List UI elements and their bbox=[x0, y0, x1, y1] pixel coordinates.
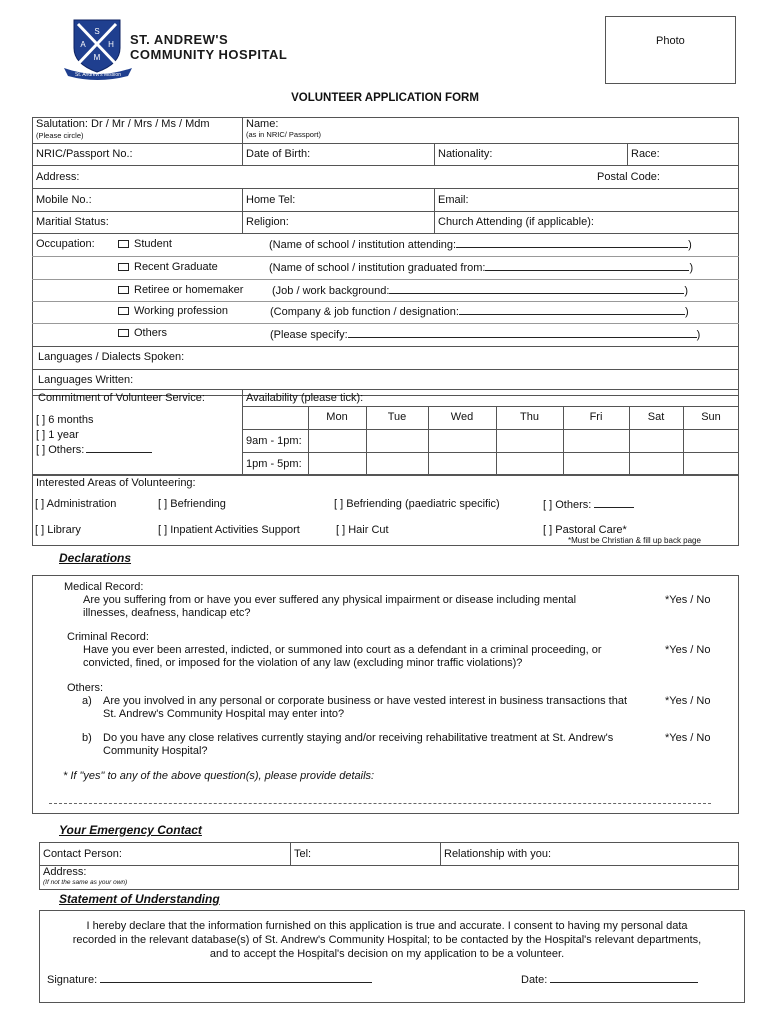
checkbox-icon[interactable] bbox=[118, 286, 129, 294]
interest-option[interactable] bbox=[334, 498, 500, 510]
salutation-note: (Please circle) bbox=[36, 131, 84, 140]
declarations-title: Declarations bbox=[59, 551, 132, 565]
religion-field[interactable]: Religion: bbox=[246, 216, 289, 228]
occupation-detail-label: (Job / work background: bbox=[272, 285, 390, 297]
occupation-option-label: Recent Graduate bbox=[134, 261, 218, 273]
occupation-detail-label: (Name of school / institution graduated from: bbox=[269, 262, 486, 274]
interest-label: Pastoral Care* bbox=[555, 524, 627, 536]
nationality-field[interactable]: Nationality: bbox=[438, 148, 493, 160]
interest-others-blank[interactable] bbox=[594, 498, 634, 508]
declarations-footnote: * If "yes" to any of the above question(s), please provide details: bbox=[63, 770, 375, 782]
details-line[interactable] bbox=[49, 803, 711, 804]
day-header: Mon bbox=[326, 411, 348, 423]
day-header: Fri bbox=[589, 411, 603, 423]
interest-option[interactable] bbox=[543, 524, 627, 536]
checkbox-icon[interactable]: [ ] bbox=[36, 444, 46, 456]
day-header: Sat bbox=[647, 411, 665, 423]
name-field[interactable]: Name: bbox=[246, 118, 279, 130]
close-paren: ) bbox=[684, 285, 689, 297]
contact-address-note: (If not the same as your own) bbox=[43, 879, 128, 886]
occupation-blank[interactable] bbox=[456, 238, 688, 248]
occupation-label: Occupation: bbox=[36, 238, 95, 250]
logo-letter: S bbox=[94, 27, 100, 36]
occupation-detail-label: (Company & job function / designation: bbox=[270, 306, 459, 318]
close-paren: ) bbox=[696, 329, 701, 341]
understanding-text: I hereby declare that the information furnished on this application is true and accurate. I consent to having my personal data recorded in the relevant database(s) of St. Andrew's Community Hospital; to be contacted by the Hospital's relevant departments, and to accept the Hospital's decision on my application to be a volunteer. bbox=[72, 920, 702, 960]
day-header: Tue bbox=[387, 411, 407, 423]
hospital-name-line1: ST. ANDREW'S bbox=[130, 32, 229, 47]
criminal-yes-no[interactable]: *Yes / No bbox=[665, 644, 711, 656]
medical-label: Medical Record: bbox=[64, 581, 144, 593]
interest-label: Hair Cut bbox=[348, 524, 389, 536]
languages-spoken-field[interactable]: Languages / Dialects Spoken: bbox=[38, 351, 185, 363]
name-note: (as in NRIC/ Passport) bbox=[246, 130, 322, 139]
availability-label: Availability (please tick): bbox=[246, 392, 364, 404]
relationship-field[interactable]: Relationship with you: bbox=[444, 848, 552, 860]
logo-letter: A bbox=[80, 40, 86, 49]
checkbox-icon[interactable]: [ ] bbox=[35, 498, 45, 510]
others-b-marker: b) bbox=[82, 732, 92, 744]
logo-ribbon-text: St. Andrew's Mission bbox=[75, 72, 121, 78]
day-header: Wed bbox=[450, 411, 474, 423]
checkbox-icon[interactable]: [ ] bbox=[36, 429, 46, 441]
occupation-detail bbox=[272, 284, 688, 297]
occupation-blank[interactable] bbox=[389, 284, 684, 294]
others-a-question: Are you involved in any personal or corporate business or have vested interest in business transactions that St. Andrew's Community Hospital may enter into? bbox=[103, 695, 628, 720]
criminal-question: Have you ever been arrested, indicted, or summoned into court as a defendant in a criminal proceeding, or convicted, fined, or imposed for the violation of any law (excluding minor traffic violations)? bbox=[83, 644, 602, 669]
occupation-option-others[interactable] bbox=[118, 327, 167, 339]
nric-field[interactable]: NRIC/Passport No.: bbox=[36, 148, 133, 160]
email-field[interactable]: Email: bbox=[438, 194, 469, 206]
checkbox-icon[interactable]: [ ] bbox=[36, 414, 46, 426]
checkbox-icon[interactable] bbox=[118, 329, 129, 337]
occupation-detail-label: (Please specify: bbox=[270, 329, 348, 341]
others-label: Others: bbox=[67, 682, 104, 694]
close-paren: ) bbox=[688, 239, 692, 251]
hospital-name-line2: COMMUNITY HOSPITAL bbox=[130, 47, 288, 62]
interest-option[interactable] bbox=[158, 524, 300, 536]
contact-person-field[interactable]: Contact Person: bbox=[43, 848, 122, 860]
contact-tel-field[interactable]: Tel: bbox=[294, 848, 312, 860]
contact-address-field[interactable]: Address: bbox=[43, 866, 87, 878]
occupation-detail bbox=[269, 238, 692, 251]
checkbox-icon[interactable] bbox=[118, 307, 129, 315]
logo-letter: M bbox=[93, 53, 101, 62]
dob-field[interactable]: Date of Birth: bbox=[246, 148, 311, 160]
close-paren: ) bbox=[689, 262, 694, 274]
occupation-blank[interactable] bbox=[348, 328, 697, 338]
commitment-label: Commitment of Volunteer Service: bbox=[38, 392, 205, 404]
interest-label: Befriending bbox=[170, 498, 226, 510]
commitment-option[interactable] bbox=[36, 414, 93, 426]
commitment-option[interactable] bbox=[36, 429, 79, 441]
date-label: Date: bbox=[521, 974, 548, 986]
occupation-detail bbox=[270, 328, 700, 341]
interest-option[interactable] bbox=[336, 524, 389, 536]
checkbox-icon[interactable]: [ ] bbox=[158, 498, 168, 510]
mobile-field[interactable]: Mobile No.: bbox=[36, 194, 92, 206]
hospital-logo bbox=[62, 18, 134, 80]
photo-box[interactable] bbox=[605, 16, 736, 84]
others-a-yes-no[interactable]: *Yes / No bbox=[665, 695, 711, 707]
signature-label: Signature: bbox=[47, 974, 98, 986]
understanding-title: Statement of Understanding bbox=[59, 892, 220, 906]
home-tel-field[interactable]: Home Tel: bbox=[246, 194, 296, 206]
occupation-detail bbox=[269, 261, 693, 274]
signature-field[interactable] bbox=[47, 973, 372, 986]
occupation-option-working[interactable] bbox=[118, 305, 228, 317]
others-a-marker: a) bbox=[82, 695, 92, 707]
interest-label: Administration bbox=[46, 498, 117, 510]
checkbox-icon[interactable]: [ ] bbox=[158, 524, 168, 536]
occupation-detail bbox=[270, 305, 689, 318]
interest-label: Library bbox=[47, 524, 81, 536]
race-field[interactable]: Race: bbox=[631, 148, 660, 160]
medical-question: Are you suffering from or have you ever suffered any physical impairment or disease including mental illnesses, deafness, handicap etc? bbox=[83, 594, 577, 619]
medical-yes-no[interactable]: *Yes / No bbox=[665, 594, 711, 606]
commitment-option-label: Others: bbox=[48, 444, 85, 456]
interest-label: Inpatient Activities Support bbox=[170, 524, 300, 536]
emergency-table bbox=[39, 842, 739, 890]
occupation-option-label: Working profession bbox=[134, 305, 228, 317]
address-field[interactable]: Address: bbox=[36, 171, 80, 183]
occupation-blank[interactable] bbox=[459, 305, 685, 315]
interest-option[interactable] bbox=[35, 524, 81, 536]
slot-label: 9am - 1pm: bbox=[246, 435, 302, 447]
date-field[interactable] bbox=[521, 973, 698, 986]
occupation-option-label: Student bbox=[134, 238, 172, 250]
interests-label: Interested Areas of Volunteering: bbox=[36, 477, 196, 489]
occupation-option-label: Retiree or homemaker bbox=[134, 284, 244, 296]
occupation-option-graduate[interactable] bbox=[118, 261, 218, 273]
signature-line[interactable] bbox=[100, 973, 372, 983]
photo-label: Photo bbox=[656, 35, 685, 47]
postal-code-field[interactable]: Postal Code: bbox=[597, 171, 660, 183]
close-paren: ) bbox=[684, 306, 689, 318]
pastoral-note: *Must be Christian & fill up back page bbox=[568, 536, 701, 545]
commitment-others-blank[interactable] bbox=[86, 443, 152, 453]
occupation-option-student[interactable] bbox=[118, 238, 172, 250]
commitment-option-label: 6 months bbox=[48, 414, 94, 426]
interest-label: Befriending (paediatric specific) bbox=[346, 498, 500, 510]
page-title: VOLUNTEER APPLICATION FORM bbox=[291, 92, 479, 104]
checkbox-icon[interactable]: [ ] bbox=[334, 498, 344, 510]
commitment-option-label: 1 year bbox=[48, 429, 79, 441]
day-header: Thu bbox=[520, 411, 539, 423]
checkbox-icon[interactable] bbox=[118, 263, 129, 271]
others-b-yes-no[interactable]: *Yes / No bbox=[665, 732, 711, 744]
checkbox-icon[interactable]: [ ] bbox=[543, 499, 553, 511]
shield-icon bbox=[62, 18, 134, 80]
languages-written-field[interactable]: Languages Written: bbox=[38, 374, 134, 386]
checkbox-icon[interactable] bbox=[118, 240, 129, 248]
interest-label: Others: bbox=[555, 499, 592, 511]
checkbox-icon[interactable]: [ ] bbox=[35, 524, 45, 536]
interest-option[interactable] bbox=[35, 498, 116, 510]
occupation-option-label: Others bbox=[134, 327, 168, 339]
church-field[interactable]: Church Attending (if applicable): bbox=[438, 216, 594, 228]
day-header: Sun bbox=[701, 411, 721, 423]
occupation-option-retiree[interactable] bbox=[118, 284, 243, 296]
date-line[interactable] bbox=[550, 973, 698, 983]
slot-label: 1pm - 5pm: bbox=[246, 458, 302, 470]
occupation-blank[interactable] bbox=[485, 261, 689, 271]
occupation-detail-label: (Name of school / institution attending: bbox=[269, 239, 457, 251]
emergency-title: Your Emergency Contact bbox=[59, 823, 202, 837]
others-b-question: Do you have any close relatives currently staying and/or receiving rehabilitative treatment at St. Andrew's Community Hospital? bbox=[103, 732, 614, 757]
checkbox-icon[interactable]: [ ] bbox=[543, 524, 553, 536]
interest-option[interactable] bbox=[543, 498, 634, 511]
checkbox-icon[interactable]: [ ] bbox=[336, 524, 346, 536]
logo-letter: H bbox=[108, 40, 114, 49]
interest-option[interactable] bbox=[158, 498, 226, 510]
marital-status-field[interactable]: Maritial Status: bbox=[36, 216, 109, 228]
salutation-field[interactable]: Salutation: Dr / Mr / Mrs / Ms / Mdm bbox=[36, 118, 210, 130]
commitment-option[interactable] bbox=[36, 443, 152, 456]
criminal-label: Criminal Record: bbox=[67, 631, 149, 643]
